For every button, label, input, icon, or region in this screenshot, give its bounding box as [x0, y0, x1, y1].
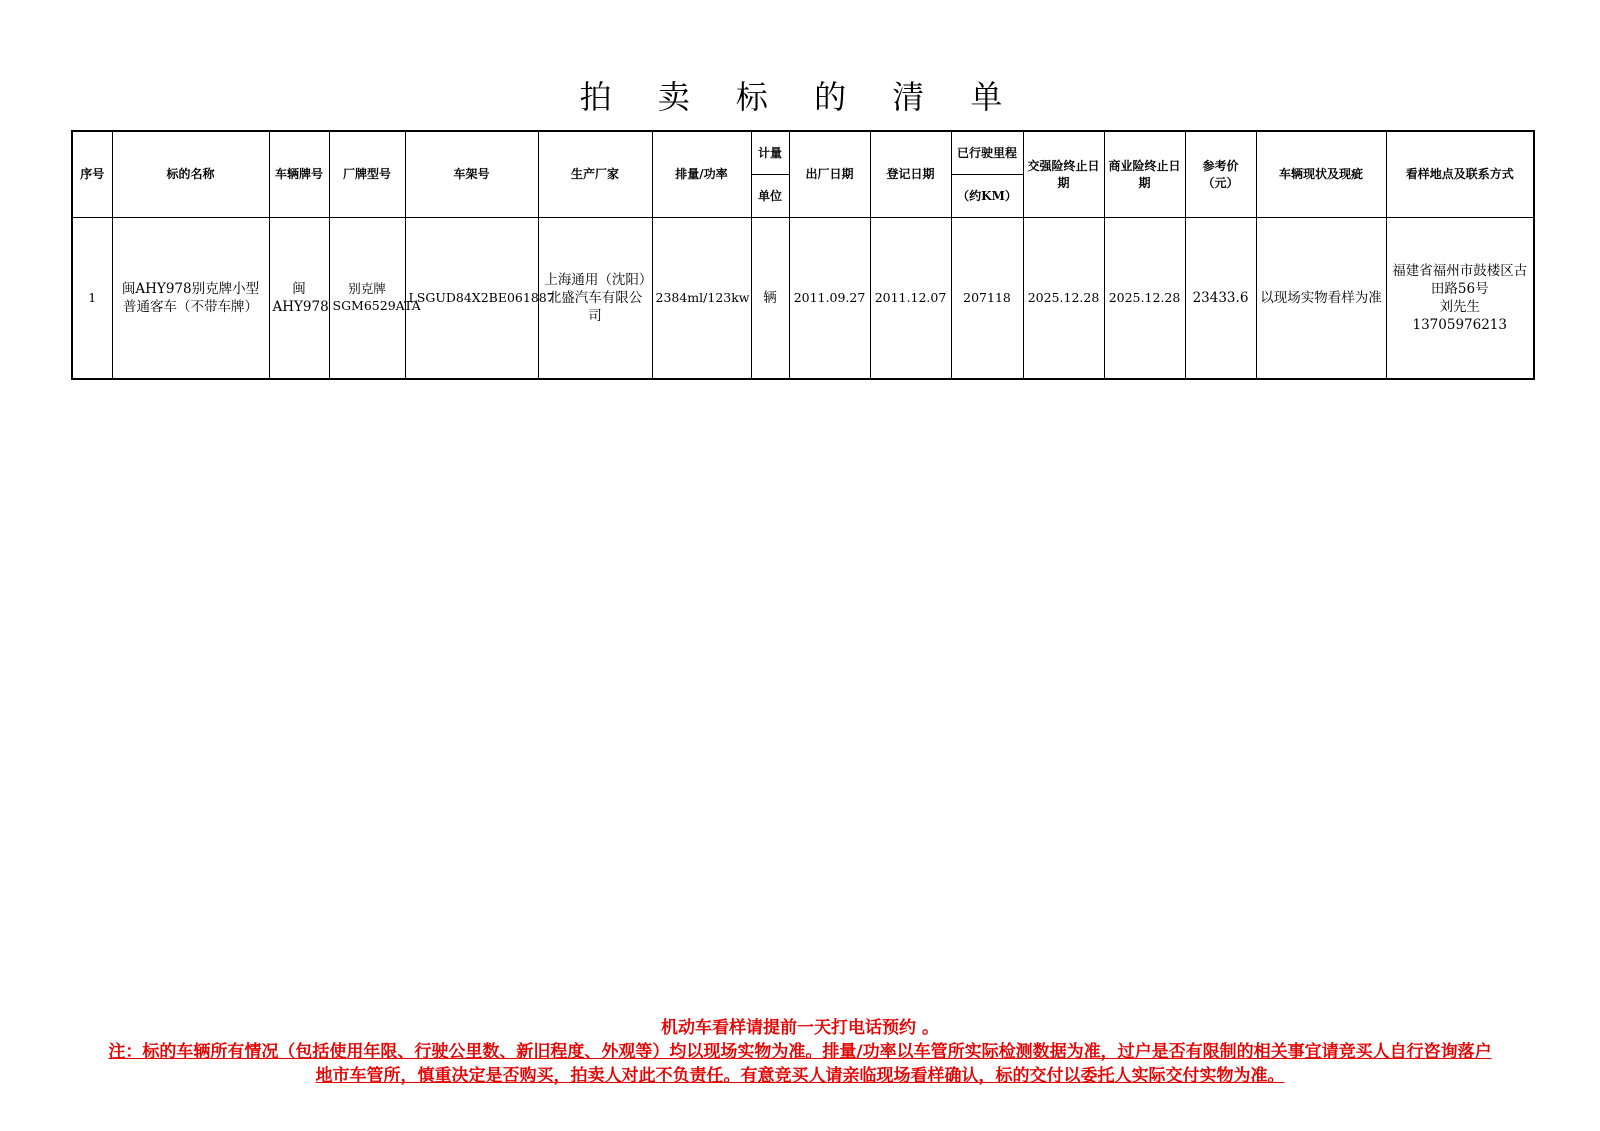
- header-manufacturer: 生产厂家: [538, 131, 652, 218]
- header-register-date: 登记日期: [870, 131, 951, 218]
- header-vin: 车架号: [405, 131, 538, 218]
- cell-compulsory-insurance: 2025.12.28: [1023, 218, 1104, 380]
- header-compulsory-insurance: 交强险终止日期: [1023, 131, 1104, 218]
- cell-model: 别克牌SGM6529ATA: [329, 218, 405, 380]
- header-mileage-top: 已行驶里程: [951, 131, 1023, 175]
- viewing-address: 福建省福州市鼓楼区古田路56号: [1392, 262, 1528, 297]
- header-unit-bottom: 单位: [751, 175, 789, 218]
- header-seq: 序号: [72, 131, 112, 218]
- header-unit-top: 计量: [751, 131, 789, 175]
- table-row: [72, 218, 1534, 380]
- cell-commercial-insurance: 2025.12.28: [1104, 218, 1185, 380]
- viewing-phone: 13705976213: [1412, 317, 1507, 334]
- cell-mileage: 207118: [951, 218, 1023, 380]
- note-disclaimer: 注：标的车辆所有情况（包括使用年限、行驶公里数、新旧程度、外观等）均以现场实物为准。排量/功率以车管所实际检测数据为准，过户是否有限制的相关事宜请竞买人自行咨询落户地市车管所，慎重决定是否购买，拍卖人对此不负责任。有意竞买人请亲临现场看样确认，标的交付以委托人实际交付实物为准。: [108, 1042, 1492, 1086]
- note-appointment: 机动车看样请提前一天打电话预约 。: [661, 1018, 939, 1038]
- auction-items-table: [71, 130, 1535, 380]
- cell-viewing: [1386, 218, 1534, 380]
- cell-displacement: 2384ml/123kw: [652, 218, 751, 380]
- table-header-row: [72, 131, 1534, 175]
- cell-manufacturer: 上海通用（沈阳）北盛汽车有限公司: [538, 218, 652, 380]
- header-name: 标的名称: [112, 131, 269, 218]
- header-model: 厂牌型号: [329, 131, 405, 218]
- cell-factory-date: 2011.09.27: [789, 218, 870, 380]
- header-commercial-insurance: 商业险终止日期: [1104, 131, 1185, 218]
- header-condition: 车辆现状及现疵: [1256, 131, 1386, 218]
- header-displacement: 排量/功率: [652, 131, 751, 218]
- header-mileage-bottom: （约KM）: [951, 175, 1023, 218]
- cell-condition: 以现场实物看样为准: [1256, 218, 1386, 380]
- cell-vin: LSGUD84X2BE061887: [405, 218, 538, 380]
- header-viewing: 看样地点及联系方式: [1386, 131, 1534, 218]
- header-factory-date: 出厂日期: [789, 131, 870, 218]
- cell-plate: 闽AHY978: [269, 218, 329, 380]
- cell-unit: 辆: [751, 218, 789, 380]
- cell-seq: 1: [72, 218, 112, 380]
- viewing-contact: 刘先生: [1439, 299, 1480, 315]
- header-plate: 车辆牌号: [269, 131, 329, 218]
- cell-reference-price: 23433.6: [1185, 218, 1256, 380]
- cell-name: 闽AHY978别克牌小型普通客车（不带车牌）: [112, 218, 269, 380]
- notes-block: [100, 1016, 1500, 1088]
- page-title: 拍 卖 标 的 清 单: [579, 78, 1021, 116]
- header-reference-price: 参考价（元）: [1185, 131, 1256, 218]
- cell-register-date: 2011.12.07: [870, 218, 951, 380]
